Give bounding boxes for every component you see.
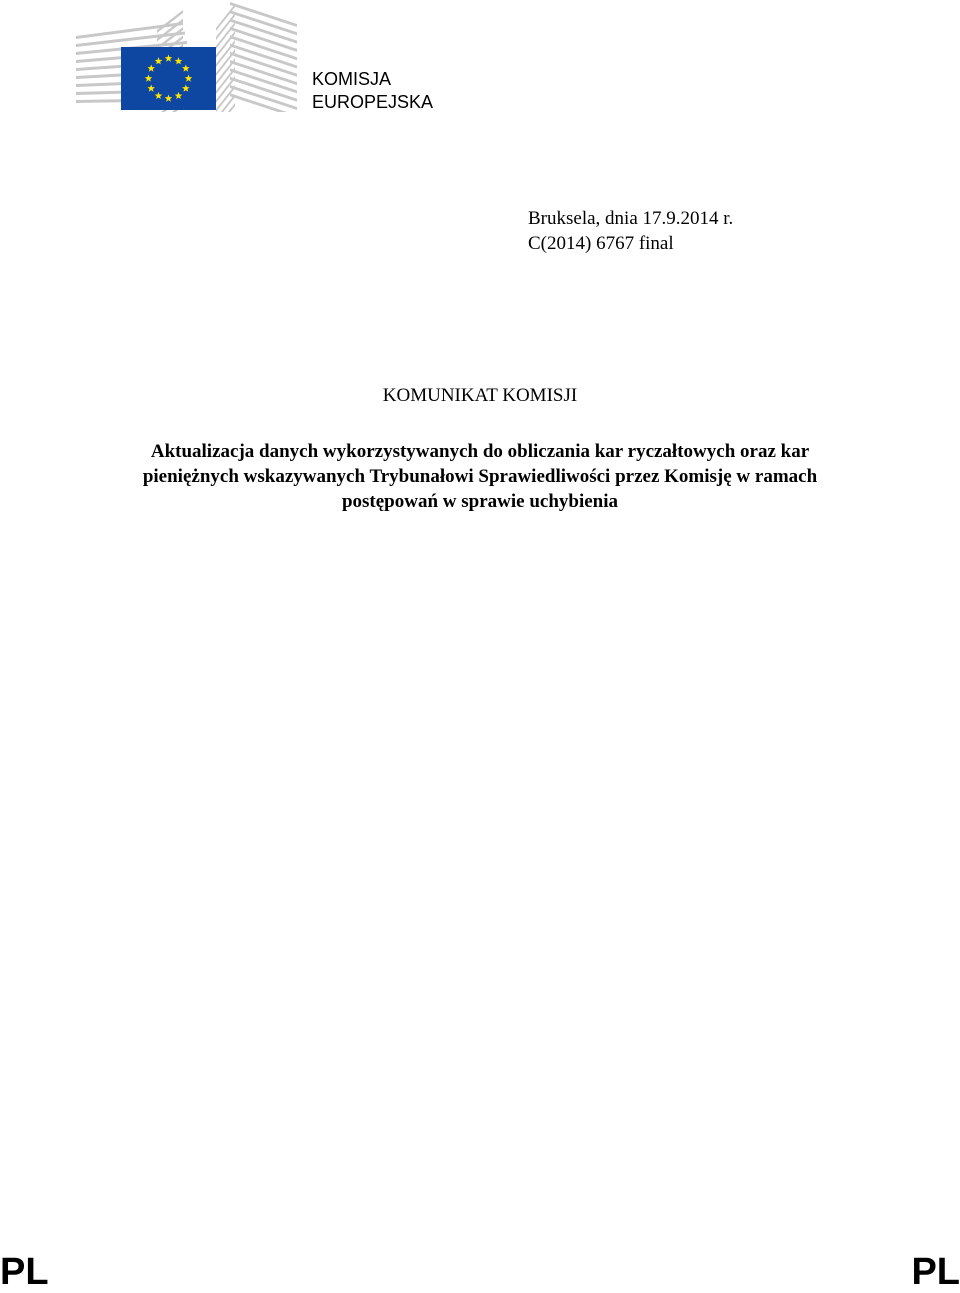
language-code-left: PL [0,1251,49,1293]
organization-name-line-2: EUROPEJSKA [312,92,434,112]
document-title-line-2: pieniężnych wskazywanych Trybunałowi Sprawiedliwości przez Komisję w ramach [142,466,818,487]
document-type-heading: KOMUNIKAT KOMISJI [382,385,578,406]
organization-name [312,68,433,114]
document-title [80,439,880,514]
language-code-right: PL [911,1251,960,1293]
organization-name-line-1: KOMISJA [312,69,392,89]
place-and-date: Bruksela, dnia 17.9.2014 r. [528,208,734,229]
document-title-line-1: Aktualizacja danych wykorzystywanych do obliczania kar ryczałtowych oraz kar [150,441,810,462]
document-title-line-3: postępowań w sprawie uchybienia [341,491,619,512]
european-commission-logo-icon [75,0,300,112]
document-reference: C(2014) 6767 final [528,233,674,254]
document-metadata [528,206,733,256]
